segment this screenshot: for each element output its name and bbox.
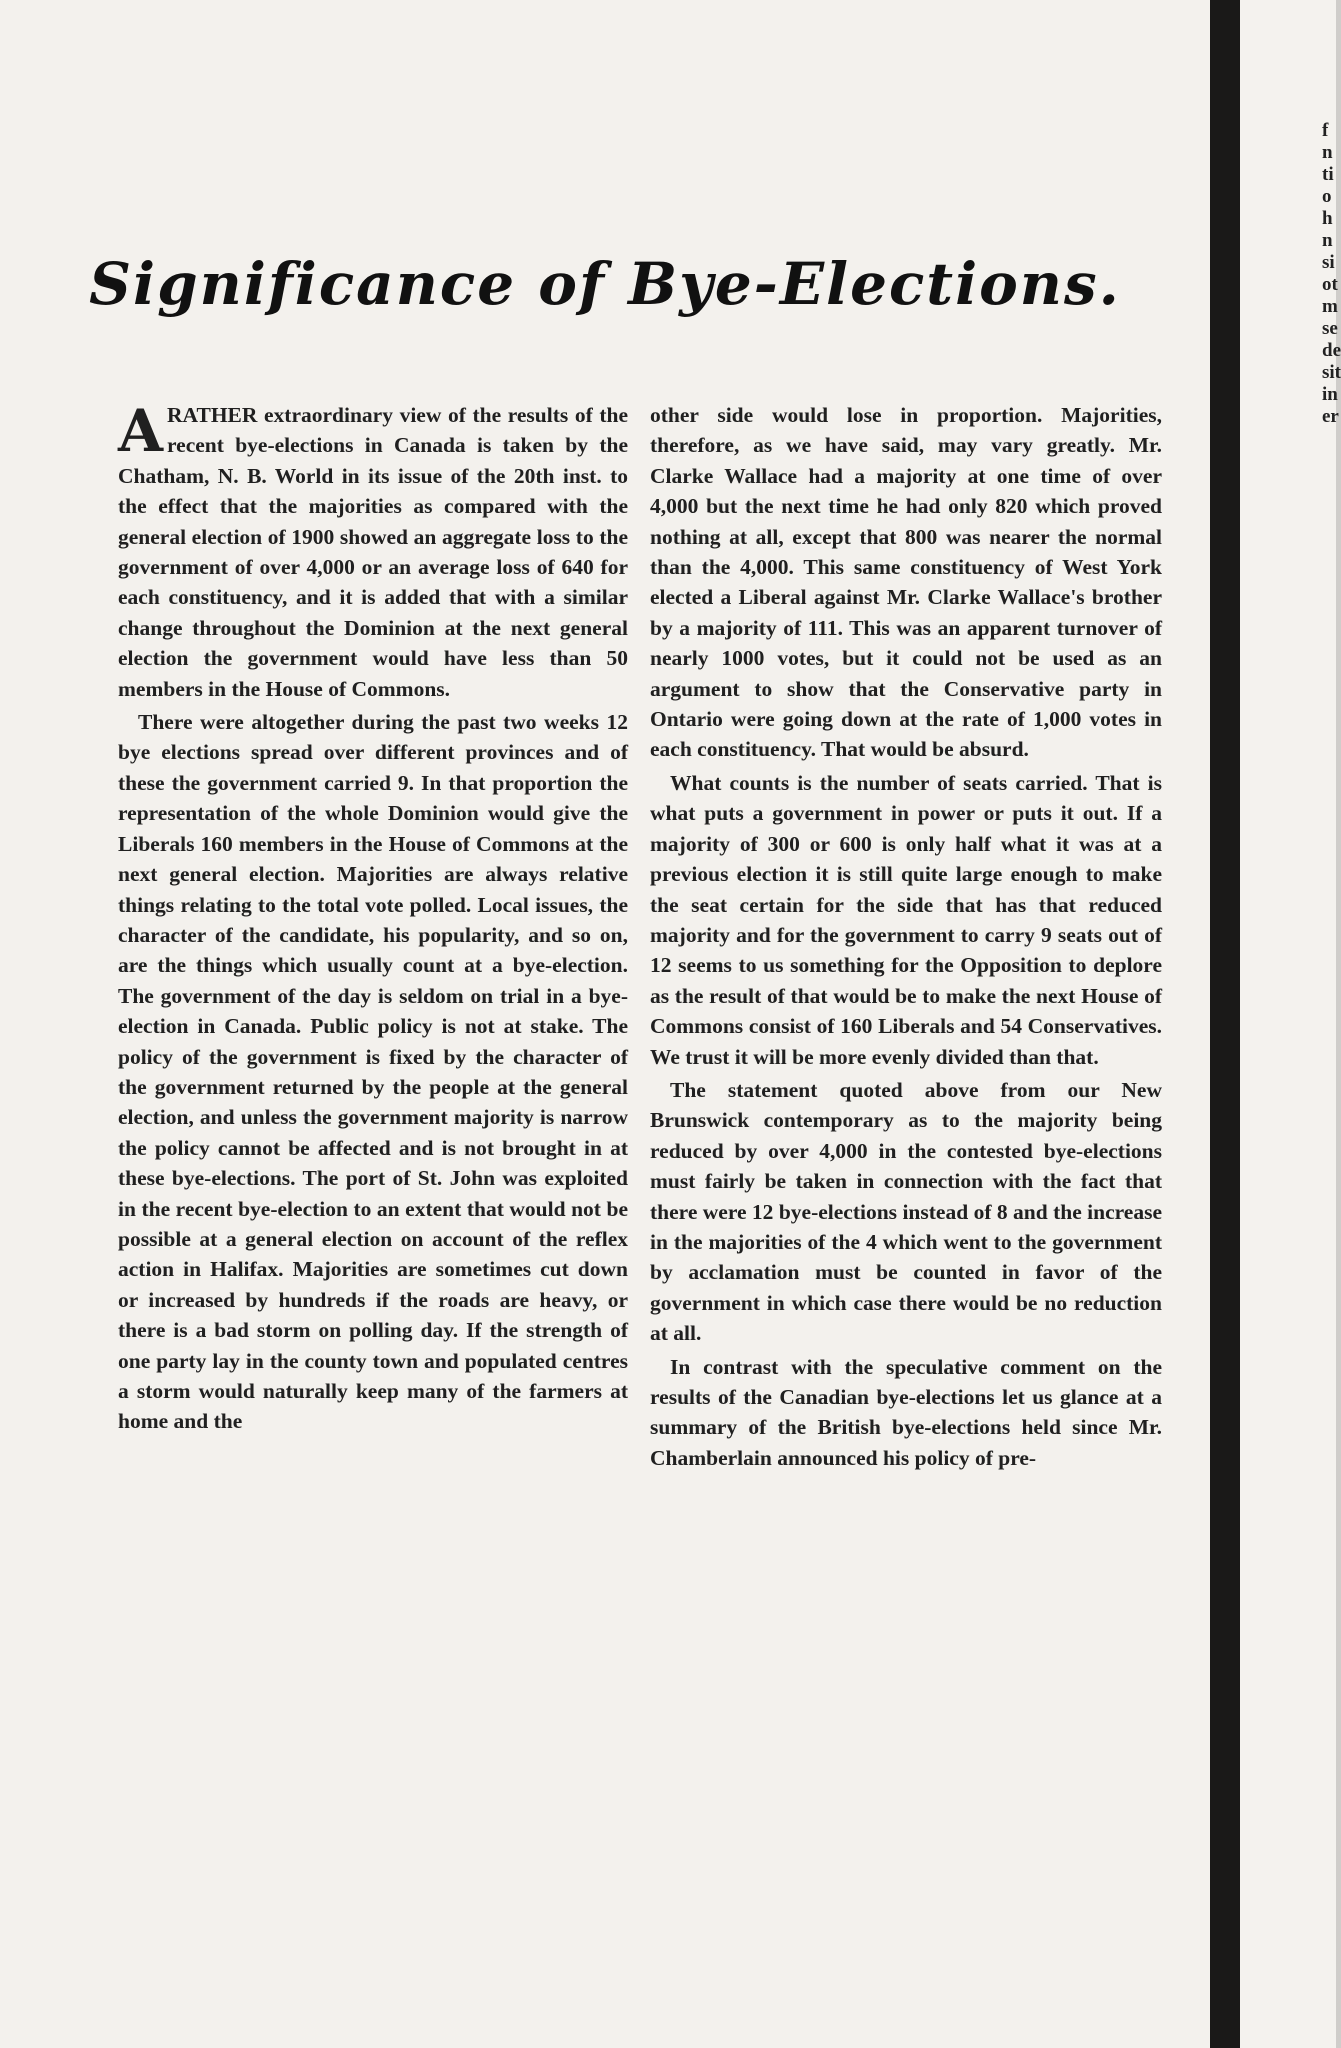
edge-fragment: n bbox=[1322, 230, 1333, 251]
next-page-edge bbox=[1240, 0, 1341, 2048]
edge-fragment: si bbox=[1322, 252, 1335, 273]
right-column bbox=[650, 400, 1162, 1476]
edge-fragment: sit bbox=[1322, 362, 1341, 383]
paragraph-text: RATHER extraordinary view of the results of the recent bye-elections in Canada is taken by the Chatham, N. B. World in its issue of the 20th inst. to the effect that the majorities as compared with the general election of 1900 showed an aggregate loss to the government of over 4,000 or an average loss of 640 for each constituency, and it is added that with a similar change throughout the Dominion at the next general election the government would have less than 50 members in the House of Commons. bbox=[118, 403, 628, 701]
edge-fragment: se bbox=[1322, 318, 1338, 339]
paragraph-2: There were altogether during the past two weeks 12 bye elections spread over different provinces and of these the government carried 9. In that proportion the representation of the whole Dominion would give the Liberals 160 members in the House of Commons at the next general election. Majorities are always relative things relating to the total vote polled. Local issues, the character of the candidate, his popularity, and so on, are the things which usually count at a bye-election. The government of the day is seldom on trial in a bye-election in Canada. Public policy is not at stake. The policy of the government is fixed by the character of the government returned by the people at the general election, and unless the government majority is narrow the policy cannot be affected and is not brought in at these bye-elections. The port of St. John was exploited in the recent bye-election to an extent that would not be possible at a general election on account of the reflex action in Halifax. Majorities are sometimes cut down or increased by hundreds if the roads are heavy, or there is a bad storm on polling day. If the strength of one party lay in the county town and populated centres a storm would naturally keep many of the farmers at home and the bbox=[118, 710, 628, 1434]
left-column bbox=[118, 397, 628, 1440]
paragraph-4: What counts is the number of seats carried. That is what puts a government in power or puts it out. If a majority of 300 or 600 is only half what it was at a previous election it is still quite large enough to make the seat certain for the side that has that reduced majority and for the government to carry 9 seats out of 12 seems to us something for the Opposition to deplore as the result of that would be to make the next House of Commons consist of 160 Liberals and 54 Conservatives. We trust it will be more evenly divided than that. bbox=[650, 770, 1162, 1069]
binding-gutter bbox=[1210, 0, 1240, 2048]
drop-cap: A bbox=[118, 397, 164, 465]
paragraph-1 bbox=[118, 397, 628, 704]
next-page-fragments bbox=[1240, 120, 1341, 428]
edge-fragment: o bbox=[1322, 186, 1332, 207]
article-title: Significance of Bye-Elections. bbox=[89, 250, 1121, 318]
edge-fragment: f bbox=[1322, 120, 1329, 141]
edge-fragment: in bbox=[1322, 384, 1338, 405]
edge-fragment: h bbox=[1322, 208, 1333, 229]
paragraph-3: other side would lose in proportion. Majorities, therefore, as we have said, may vary greatly. Mr. Clarke Wallace had a majority at one time of over 4,000 but the next time he had only 820 which proved nothing at all, except that 800 was nearer the normal than the 4,000. This same constituency of West York elected a Liberal against Mr. Clarke Wallace's brother by a majority of 111. This was an apparent turnover of nearly 1000 votes, but it could not be used as an argument to show that the Conservative party in Ontario were going down at the rate of 1,000 votes in each constituency. That would be absurd. bbox=[650, 403, 1162, 762]
edge-fragment: m bbox=[1322, 296, 1338, 317]
edge-fragment: de bbox=[1322, 340, 1341, 361]
paragraph-5: The statement quoted above from our New Brunswick contemporary as to the majority being reduced by over 4,000 in the contested bye-elections must fairly be taken in connection with the fact that there were 12 bye-elections instead of 8 and the increase in the majorities of the 4 which went to the government by acclamation must be counted in favor of the government in which case there would be no reduction at all. bbox=[650, 1077, 1162, 1346]
edge-fragment: ti bbox=[1322, 164, 1334, 185]
edge-fragment: n bbox=[1322, 142, 1333, 163]
paragraph-6: In contrast with the speculative comment on the results of the Canadian bye-elections let us glance at a summary of the British bye-elections held since Mr. Chamberlain announced his policy of pre- bbox=[650, 1354, 1162, 1470]
edge-fragment: er bbox=[1322, 406, 1339, 427]
edge-fragment: ot bbox=[1322, 274, 1338, 295]
